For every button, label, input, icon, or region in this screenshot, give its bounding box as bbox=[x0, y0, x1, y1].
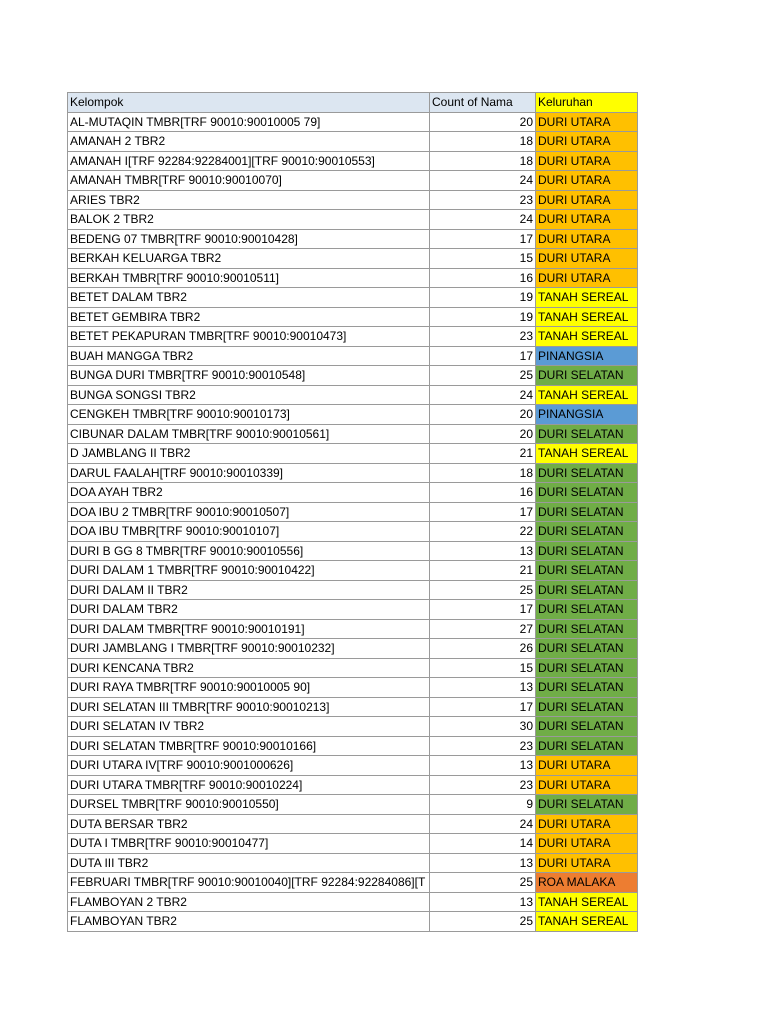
spreadsheet-table bbox=[67, 92, 638, 932]
cell-kelurahan[interactable]: PINANGSIA bbox=[536, 405, 638, 425]
cell-kelurahan[interactable]: DURI SELATAN bbox=[536, 561, 638, 581]
cell-kelompok[interactable]: DARUL FAALAH[TRF 90010:90010339] bbox=[68, 463, 430, 483]
cell-count[interactable]: 20 bbox=[430, 405, 536, 425]
cell-kelompok[interactable]: BUNGA SONGSI TBR2 bbox=[68, 385, 430, 405]
cell-kelurahan[interactable]: ROA MALAKA bbox=[536, 873, 638, 893]
table-row bbox=[68, 444, 638, 464]
cell-kelurahan[interactable]: TANAH SEREAL bbox=[536, 385, 638, 405]
cell-count[interactable]: 18 bbox=[430, 151, 536, 171]
cell-kelompok[interactable]: DOA IBU 2 TMBR[TRF 90010:90010507] bbox=[68, 502, 430, 522]
cell-kelurahan[interactable]: DURI UTARA bbox=[536, 171, 638, 191]
cell-count[interactable]: 13 bbox=[430, 892, 536, 912]
table-row bbox=[68, 229, 638, 249]
cell-kelompok[interactable]: DURI JAMBLANG I TMBR[TRF 90010:90010232] bbox=[68, 639, 430, 659]
header-row bbox=[68, 93, 638, 113]
cell-kelompok[interactable]: DUTA III TBR2 bbox=[68, 853, 430, 873]
cell-count[interactable]: 20 bbox=[430, 424, 536, 444]
cell-kelompok[interactable]: BETET GEMBIRA TBR2 bbox=[68, 307, 430, 327]
cell-kelompok[interactable]: BALOK 2 TBR2 bbox=[68, 210, 430, 230]
cell-kelompok[interactable]: DURSEL TMBR[TRF 90010:90010550] bbox=[68, 795, 430, 815]
cell-kelurahan[interactable]: DURI SELATAN bbox=[536, 600, 638, 620]
cell-kelompok[interactable]: DURI DALAM 1 TMBR[TRF 90010:90010422] bbox=[68, 561, 430, 581]
table-row bbox=[68, 483, 638, 503]
cell-kelompok[interactable]: BERKAH TMBR[TRF 90010:90010511] bbox=[68, 268, 430, 288]
cell-count[interactable]: 17 bbox=[430, 600, 536, 620]
table-row bbox=[68, 600, 638, 620]
table-row bbox=[68, 346, 638, 366]
cell-count[interactable]: 14 bbox=[430, 834, 536, 854]
table-row bbox=[68, 463, 638, 483]
cell-count[interactable]: 24 bbox=[430, 814, 536, 834]
cell-kelompok[interactable]: DURI KENCANA TBR2 bbox=[68, 658, 430, 678]
cell-kelurahan[interactable]: DURI UTARA bbox=[536, 775, 638, 795]
cell-kelompok[interactable]: DURI DALAM TBR2 bbox=[68, 600, 430, 620]
cell-kelurahan[interactable]: DURI SELATAN bbox=[536, 658, 638, 678]
cell-kelompok[interactable]: FLAMBOYAN 2 TBR2 bbox=[68, 892, 430, 912]
cell-kelurahan[interactable]: DURI SELATAN bbox=[536, 736, 638, 756]
table-row bbox=[68, 190, 638, 210]
table-row bbox=[68, 834, 638, 854]
cell-kelompok[interactable]: DURI UTARA IV[TRF 90010:9001000626] bbox=[68, 756, 430, 776]
table-row bbox=[68, 795, 638, 815]
cell-kelompok[interactable]: DURI RAYA TMBR[TRF 90010:90010005 90] bbox=[68, 678, 430, 698]
cell-count[interactable]: 17 bbox=[430, 346, 536, 366]
cell-kelurahan[interactable]: DURI UTARA bbox=[536, 268, 638, 288]
cell-kelurahan[interactable]: PINANGSIA bbox=[536, 346, 638, 366]
table-row bbox=[68, 912, 638, 932]
cell-kelompok[interactable]: DURI SELATAN IV TBR2 bbox=[68, 717, 430, 737]
cell-kelompok[interactable]: BUAH MANGGA TBR2 bbox=[68, 346, 430, 366]
cell-count[interactable]: 24 bbox=[430, 171, 536, 191]
table-row bbox=[68, 639, 638, 659]
cell-count[interactable]: 26 bbox=[430, 639, 536, 659]
table-row bbox=[68, 756, 638, 776]
cell-count[interactable]: 23 bbox=[430, 190, 536, 210]
table-row bbox=[68, 658, 638, 678]
cell-count[interactable]: 23 bbox=[430, 775, 536, 795]
cell-count[interactable]: 25 bbox=[430, 366, 536, 386]
cell-kelurahan[interactable]: DURI SELATAN bbox=[536, 580, 638, 600]
cell-kelurahan[interactable]: TANAH SEREAL bbox=[536, 444, 638, 464]
table-row bbox=[68, 385, 638, 405]
table-row bbox=[68, 151, 638, 171]
cell-kelompok[interactable]: DURI B GG 8 TMBR[TRF 90010:90010556] bbox=[68, 541, 430, 561]
cell-count[interactable]: 21 bbox=[430, 444, 536, 464]
table-row bbox=[68, 814, 638, 834]
table-row bbox=[68, 366, 638, 386]
cell-kelompok[interactable]: AMANAH I[TRF 92284:92284001][TRF 90010:90010553] bbox=[68, 151, 430, 171]
table-row bbox=[68, 892, 638, 912]
cell-kelurahan[interactable]: DURI UTARA bbox=[536, 210, 638, 230]
column-header-kelurahan[interactable]: Keluruhan bbox=[536, 93, 638, 113]
cell-kelurahan[interactable]: DURI SELATAN bbox=[536, 541, 638, 561]
table-row bbox=[68, 522, 638, 542]
cell-kelurahan[interactable]: DURI UTARA bbox=[536, 151, 638, 171]
cell-kelurahan[interactable]: TANAH SEREAL bbox=[536, 327, 638, 347]
cell-kelurahan[interactable]: DURI SELATAN bbox=[536, 502, 638, 522]
table-row bbox=[68, 853, 638, 873]
cell-kelompok[interactable]: AMANAH 2 TBR2 bbox=[68, 132, 430, 152]
table-row bbox=[68, 697, 638, 717]
cell-count[interactable]: 15 bbox=[430, 658, 536, 678]
cell-kelurahan[interactable]: TANAH SEREAL bbox=[536, 307, 638, 327]
cell-kelompok[interactable]: FEBRUARI TMBR[TRF 90010:90010040][TRF 92284:92284086][T bbox=[68, 873, 430, 893]
table-row bbox=[68, 327, 638, 347]
cell-kelompok[interactable]: DOA IBU TMBR[TRF 90010:90010107] bbox=[68, 522, 430, 542]
table-row bbox=[68, 561, 638, 581]
table-row bbox=[68, 132, 638, 152]
table-row bbox=[68, 249, 638, 269]
cell-count[interactable]: 18 bbox=[430, 132, 536, 152]
cell-count[interactable]: 19 bbox=[430, 288, 536, 308]
cell-kelompok[interactable]: DUTA BERSAR TBR2 bbox=[68, 814, 430, 834]
cell-kelurahan[interactable]: DURI UTARA bbox=[536, 834, 638, 854]
table-row bbox=[68, 288, 638, 308]
cell-count[interactable]: 21 bbox=[430, 561, 536, 581]
cell-count[interactable]: 25 bbox=[430, 912, 536, 932]
cell-count[interactable]: 16 bbox=[430, 268, 536, 288]
table-row bbox=[68, 210, 638, 230]
table-row bbox=[68, 268, 638, 288]
cell-count[interactable]: 30 bbox=[430, 717, 536, 737]
cell-kelompok[interactable]: BUNGA DURI TMBR[TRF 90010:90010548] bbox=[68, 366, 430, 386]
cell-kelurahan[interactable]: DURI UTARA bbox=[536, 249, 638, 269]
cell-kelurahan[interactable]: DURI UTARA bbox=[536, 814, 638, 834]
cell-count[interactable]: 15 bbox=[430, 249, 536, 269]
cell-kelurahan[interactable]: DURI UTARA bbox=[536, 229, 638, 249]
cell-count[interactable]: 25 bbox=[430, 873, 536, 893]
cell-kelurahan[interactable]: DURI SELATAN bbox=[536, 639, 638, 659]
cell-kelompok[interactable]: AL-MUTAQIN TMBR[TRF 90010:90010005 79] bbox=[68, 112, 430, 132]
cell-kelompok[interactable]: ARIES TBR2 bbox=[68, 190, 430, 210]
table-row bbox=[68, 307, 638, 327]
cell-kelurahan[interactable]: DURI SELATAN bbox=[536, 424, 638, 444]
cell-count[interactable]: 17 bbox=[430, 502, 536, 522]
cell-kelompok[interactable]: CENGKEH TMBR[TRF 90010:90010173] bbox=[68, 405, 430, 425]
cell-kelompok[interactable]: DURI UTARA TMBR[TRF 90010:90010224] bbox=[68, 775, 430, 795]
cell-count[interactable]: 17 bbox=[430, 697, 536, 717]
cell-kelompok[interactable]: D JAMBLANG II TBR2 bbox=[68, 444, 430, 464]
cell-kelurahan[interactable]: TANAH SEREAL bbox=[536, 912, 638, 932]
cell-kelompok[interactable]: DUTA I TMBR[TRF 90010:90010477] bbox=[68, 834, 430, 854]
cell-kelompok[interactable]: DURI SELATAN TMBR[TRF 90010:90010166] bbox=[68, 736, 430, 756]
table-row bbox=[68, 775, 638, 795]
table-row bbox=[68, 171, 638, 191]
cell-kelurahan[interactable]: DURI SELATAN bbox=[536, 463, 638, 483]
cell-count[interactable]: 19 bbox=[430, 307, 536, 327]
cell-kelurahan[interactable]: DURI SELATAN bbox=[536, 522, 638, 542]
cell-kelurahan[interactable]: DURI SELATAN bbox=[536, 717, 638, 737]
table-row bbox=[68, 678, 638, 698]
cell-count[interactable]: 16 bbox=[430, 483, 536, 503]
cell-kelompok[interactable]: BETET DALAM TBR2 bbox=[68, 288, 430, 308]
cell-count[interactable]: 13 bbox=[430, 678, 536, 698]
cell-count[interactable]: 13 bbox=[430, 853, 536, 873]
cell-count[interactable]: 20 bbox=[430, 112, 536, 132]
table-row bbox=[68, 405, 638, 425]
cell-kelompok[interactable]: BEDENG 07 TMBR[TRF 90010:90010428] bbox=[68, 229, 430, 249]
cell-kelompok[interactable]: DURI DALAM TMBR[TRF 90010:90010191] bbox=[68, 619, 430, 639]
table-row bbox=[68, 619, 638, 639]
cell-count[interactable]: 13 bbox=[430, 756, 536, 776]
cell-kelurahan[interactable]: DURI UTARA bbox=[536, 190, 638, 210]
cell-kelurahan[interactable]: DURI SELATAN bbox=[536, 483, 638, 503]
column-header-kelompok[interactable]: Kelompok bbox=[68, 93, 430, 113]
table-row bbox=[68, 541, 638, 561]
table-row bbox=[68, 502, 638, 522]
cell-kelurahan[interactable]: TANAH SEREAL bbox=[536, 892, 638, 912]
cell-kelurahan[interactable]: DURI SELATAN bbox=[536, 795, 638, 815]
cell-kelompok[interactable]: CIBUNAR DALAM TMBR[TRF 90010:90010561] bbox=[68, 424, 430, 444]
cell-count[interactable]: 13 bbox=[430, 541, 536, 561]
table-row bbox=[68, 717, 638, 737]
cell-kelompok[interactable]: DURI SELATAN III TMBR[TRF 90010:90010213] bbox=[68, 697, 430, 717]
cell-count[interactable]: 9 bbox=[430, 795, 536, 815]
table-row bbox=[68, 424, 638, 444]
cell-kelurahan[interactable]: DURI UTARA bbox=[536, 853, 638, 873]
cell-kelompok[interactable]: DURI DALAM II TBR2 bbox=[68, 580, 430, 600]
table-row bbox=[68, 112, 638, 132]
cell-kelurahan[interactable]: TANAH SEREAL bbox=[536, 288, 638, 308]
cell-kelurahan[interactable]: DURI UTARA bbox=[536, 132, 638, 152]
cell-count[interactable]: 24 bbox=[430, 210, 536, 230]
cell-count[interactable]: 24 bbox=[430, 385, 536, 405]
table-row bbox=[68, 736, 638, 756]
table-body bbox=[68, 112, 638, 931]
cell-kelurahan[interactable]: DURI SELATAN bbox=[536, 697, 638, 717]
cell-count[interactable]: 22 bbox=[430, 522, 536, 542]
cell-kelompok[interactable]: BETET PEKAPURAN TMBR[TRF 90010:90010473] bbox=[68, 327, 430, 347]
cell-count[interactable]: 23 bbox=[430, 736, 536, 756]
cell-count[interactable]: 18 bbox=[430, 463, 536, 483]
cell-kelurahan[interactable]: DURI UTARA bbox=[536, 756, 638, 776]
table-row bbox=[68, 873, 638, 893]
cell-count[interactable]: 27 bbox=[430, 619, 536, 639]
cell-kelurahan[interactable]: DURI SELATAN bbox=[536, 678, 638, 698]
cell-kelurahan[interactable]: DURI UTARA bbox=[536, 112, 638, 132]
cell-kelompok[interactable]: FLAMBOYAN TBR2 bbox=[68, 912, 430, 932]
cell-kelompok[interactable]: DOA AYAH TBR2 bbox=[68, 483, 430, 503]
column-header-count[interactable]: Count of Nama bbox=[430, 93, 536, 113]
cell-kelompok[interactable]: AMANAH TMBR[TRF 90010:90010070] bbox=[68, 171, 430, 191]
cell-count[interactable]: 25 bbox=[430, 580, 536, 600]
cell-kelompok[interactable]: BERKAH KELUARGA TBR2 bbox=[68, 249, 430, 269]
cell-count[interactable]: 23 bbox=[430, 327, 536, 347]
cell-kelurahan[interactable]: DURI SELATAN bbox=[536, 366, 638, 386]
table-row bbox=[68, 580, 638, 600]
cell-count[interactable]: 17 bbox=[430, 229, 536, 249]
cell-kelurahan[interactable]: DURI SELATAN bbox=[536, 619, 638, 639]
